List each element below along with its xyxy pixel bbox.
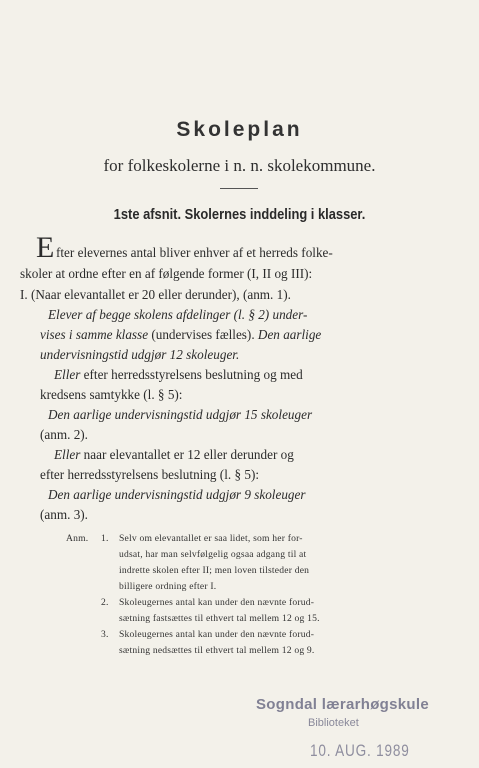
- text-line: fter elevernes antal bliver enhver af et herreds folke-: [56, 245, 333, 260]
- note-line: Selv om elevantallet er saa lidet, som her for-: [119, 533, 303, 544]
- text-line: efter herredsstyrelsens beslutning (l. § 5):: [40, 467, 259, 482]
- library-stamp: Sogndal lærarhøgskule: [256, 696, 429, 713]
- text-span: Eller: [54, 447, 81, 462]
- text-line: [54, 367, 303, 383]
- text-line: [40, 327, 321, 343]
- text-line: Den aarlige undervisningstid udgjør 15 skoleuger: [48, 407, 313, 422]
- page-title: Skoleplan: [176, 118, 303, 141]
- page-subtitle: for folkeskolerne i n. n. skolekommune.: [103, 156, 376, 175]
- text-line: undervisningstid udgjør 12 skoleuger.: [40, 347, 240, 362]
- note-line: billigere ordning efter I.: [119, 581, 217, 592]
- date-stamp: 10. AUG. 1989: [310, 741, 410, 760]
- text-span: Eller: [54, 367, 81, 382]
- note-number: 2.: [101, 597, 109, 608]
- note-line: Skoleugernes antal kan under den nævnte forud-: [119, 629, 315, 640]
- library-stamp-subtitle: Biblioteket: [308, 717, 359, 729]
- text-span: (undervises fælles).: [148, 327, 258, 342]
- text-span: efter herredsstyrelsens beslutning og med: [80, 367, 303, 382]
- divider: [220, 188, 258, 189]
- note-line: udsat, har man selvfølgelig ogsaa adgang til at: [119, 549, 307, 560]
- text-line: Den aarlige undervisningstid udgjør 9 skoleuger: [48, 487, 306, 502]
- note-line: sætning nedsættes til ethvert tal mellem 12 og 9.: [119, 645, 315, 656]
- note-line: indrette skolen efter II; men loven tilsteder den: [119, 565, 310, 576]
- text-span: Den aarlige: [257, 327, 322, 342]
- text-line: (anm. 2).: [40, 427, 88, 442]
- note-line: sætning fastsættes til ethvert tal mellem 12 og 15.: [119, 613, 320, 624]
- text-line: I. (Naar elevantallet er 20 eller derunder), (anm. 1).: [20, 287, 291, 302]
- text-line: skoler at ordne efter en af følgende former (I, II og III):: [20, 266, 313, 281]
- text-line: kredsens samtykke (l. § 5):: [40, 387, 183, 402]
- text-span: naar elevantallet er 12 eller derunder og: [80, 447, 294, 462]
- note-number: 1.: [101, 533, 109, 544]
- drop-cap: E: [36, 231, 55, 264]
- text-line: [54, 447, 294, 463]
- note-label: Anm.: [66, 533, 89, 544]
- text-line: (anm. 3).: [40, 507, 88, 522]
- note-line: Skoleugernes antal kan under den nævnte forud-: [119, 597, 315, 608]
- text-span: vises i samme klasse: [40, 327, 149, 342]
- section-heading: 1ste afsnit. Skolernes inddeling i klasser.: [113, 206, 366, 223]
- text-line: Elever af begge skolens afdelinger (l. § 2) under-: [48, 307, 308, 322]
- note-number: 3.: [101, 629, 109, 640]
